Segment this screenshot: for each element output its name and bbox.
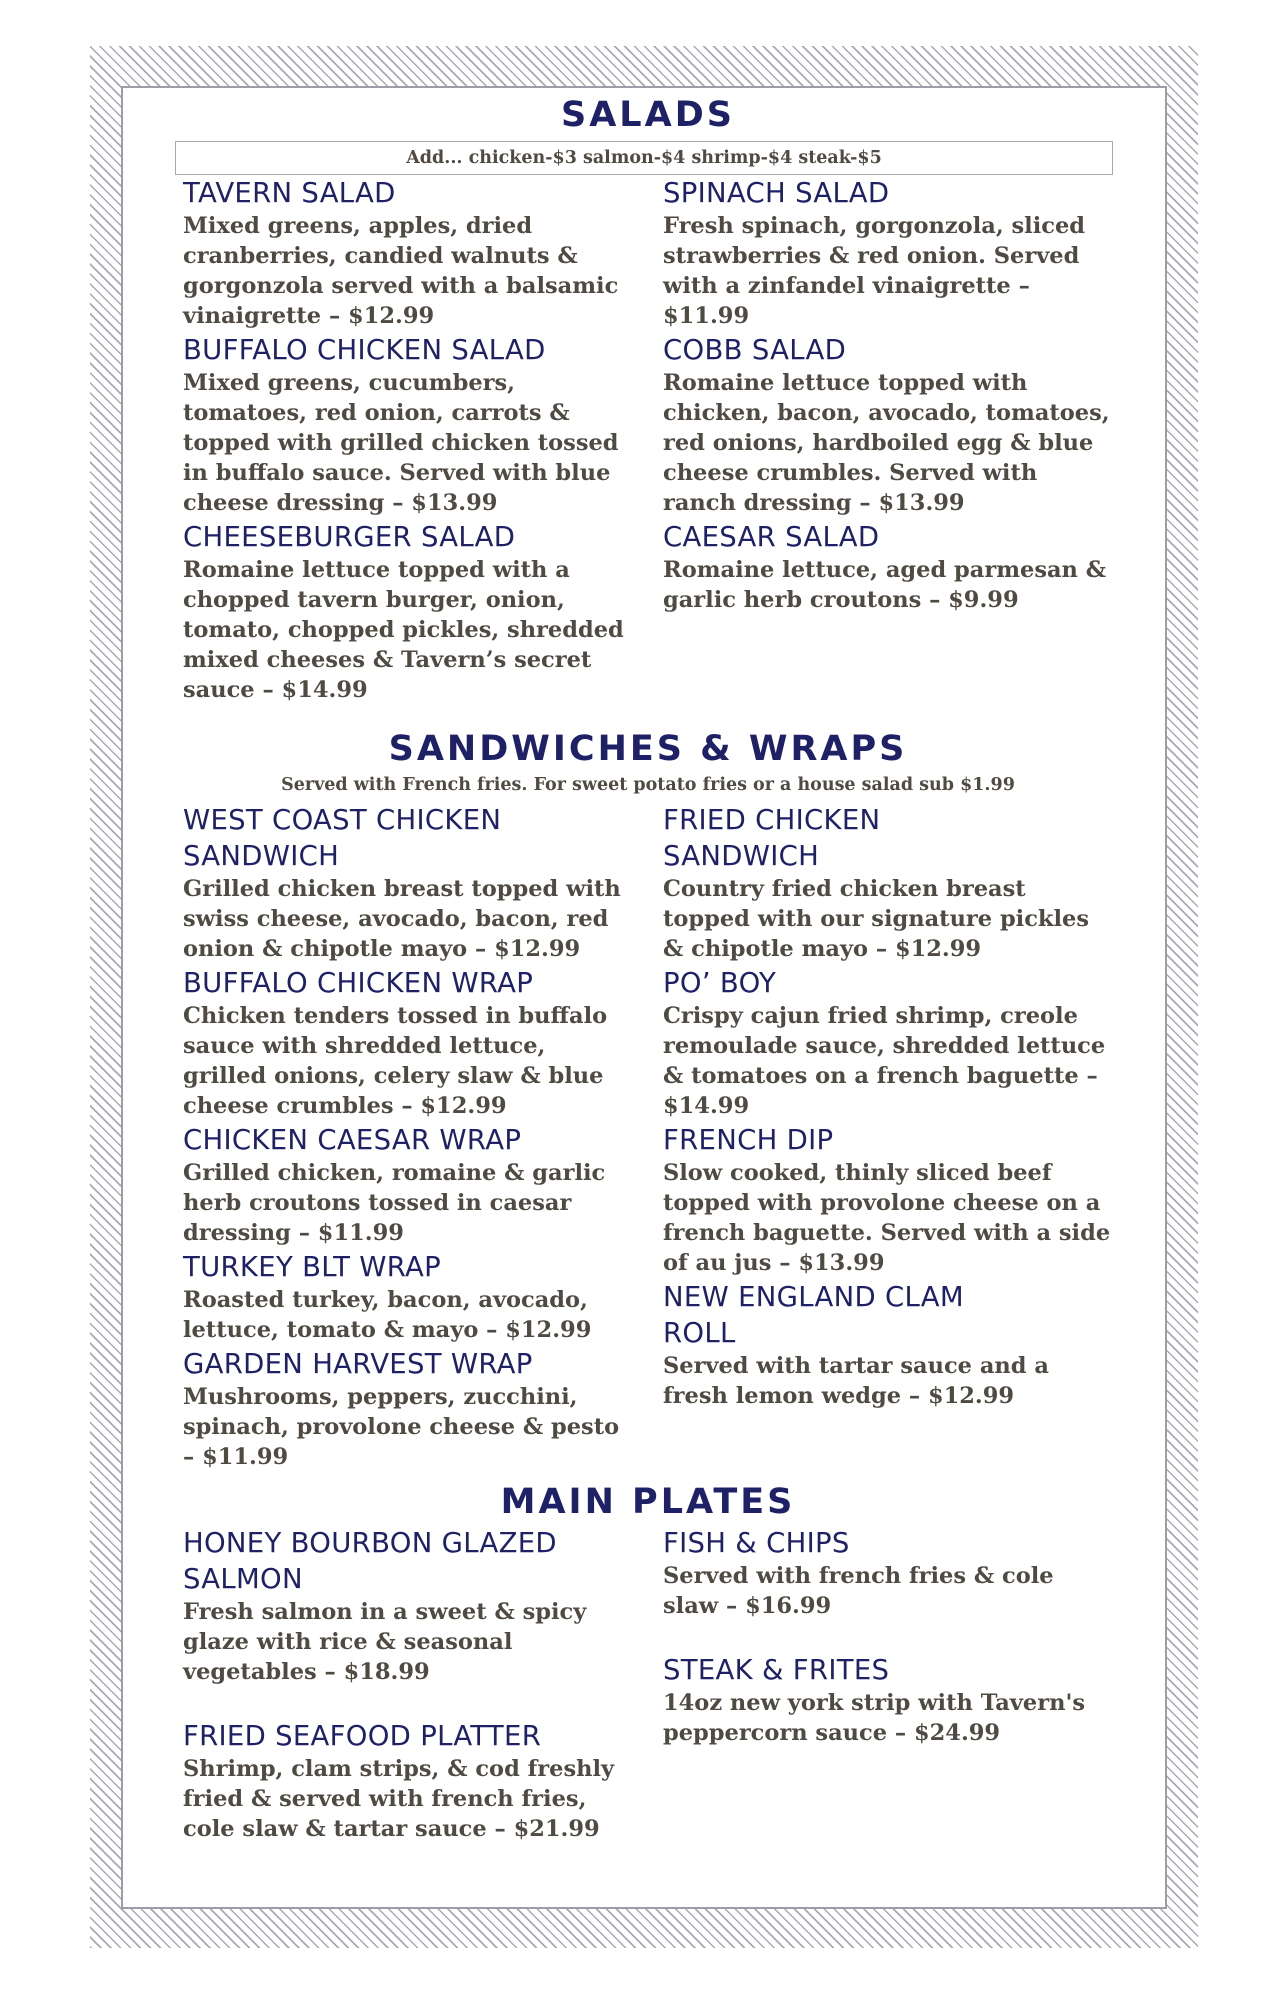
item-description: Country fried chicken breast topped with our signature pickles & chipotle mayo – $12.99 — [663, 876, 1090, 962]
item-description: Romaine lettuce topped with a chopped tavern burger, onion, tomato, chopped pickles, shredded mixed cheeses & Tavern’s secret sauce – $14.99 — [183, 557, 624, 703]
sandwiches-left-column — [183, 802, 633, 1473]
menu-item — [663, 1279, 1113, 1411]
menu-item — [663, 519, 1113, 615]
sandwiches-right-column — [663, 802, 1113, 1473]
menu-item — [183, 1525, 633, 1687]
item-name: TURKEY BLT WRAP — [183, 1251, 442, 1283]
item-description: Grilled chicken breast topped with swiss cheese, avocado, bacon, red onion & chipotle mayo – $12.99 — [183, 876, 621, 962]
item-name: FRIED CHICKEN SANDWICH — [663, 804, 881, 872]
item-name: SPINACH SALAD — [663, 177, 890, 209]
item-description: Roasted turkey, bacon, avocado, lettuce, tomato & mayo – $12.99 — [183, 1287, 592, 1343]
main-plates-section — [183, 1479, 1113, 1845]
menu-item — [663, 802, 1113, 964]
item-description: Romaine lettuce topped with chicken, bacon, avocado, tomatoes, red onions, hardboiled egg & blue cheese crumbles. Served with ranch dressing – $13.99 — [663, 370, 1110, 516]
menu-content — [183, 92, 1113, 1845]
item-name: FRIED SEAFOOD PLATTER — [183, 1720, 542, 1752]
menu-item — [183, 1346, 633, 1472]
item-name: BUFFALO CHICKEN WRAP — [183, 967, 534, 999]
menu-item — [663, 1525, 1113, 1621]
menu-item — [663, 1122, 1113, 1278]
item-name: NEW ENGLAND CLAM ROLL — [663, 1281, 964, 1349]
salads-left-column — [183, 175, 633, 706]
sandwiches-section — [183, 726, 1113, 1473]
item-description: 14oz new york strip with Tavern's peppercorn sauce – $24.99 — [663, 1690, 1086, 1746]
main-plates-title: MAIN PLATES — [500, 1482, 796, 1522]
menu-item — [183, 1249, 633, 1345]
main-plates-left-column — [183, 1525, 633, 1845]
item-name: CHEESEBURGER SALAD — [183, 521, 516, 553]
main-plates-right-column — [663, 1525, 1113, 1845]
item-name: STEAK & FRITES — [663, 1654, 890, 1686]
item-description: Crispy cajun fried shrimp, creole remoulade sauce, shredded lettuce & tomatoes on a french baguette – $14.99 — [663, 1003, 1106, 1119]
salads-title: SALADS — [561, 95, 735, 135]
item-description: Shrimp, clam strips, & cod freshly fried & served with french fries, cole slaw & tartar sauce – $21.99 — [183, 1756, 615, 1842]
item-description: Mushrooms, peppers, zucchini, spinach, provolone cheese & pesto – $11.99 — [183, 1384, 620, 1470]
menu-item — [183, 332, 633, 518]
item-description: Served with french fries & cole slaw – $16.99 — [663, 1563, 1054, 1619]
item-description: Mixed greens, apples, dried cranberries, candied walnuts & gorgonzola served with a balsamic vinaigrette – $12.99 — [183, 213, 619, 329]
item-name: FISH & CHIPS — [663, 1527, 850, 1559]
menu-item — [663, 332, 1113, 518]
sandwiches-title: SANDWICHES & WRAPS — [388, 729, 908, 769]
item-name: GARDEN HARVEST WRAP — [183, 1348, 533, 1380]
sandwiches-columns — [183, 802, 1113, 1473]
item-name: COBB SALAD — [663, 334, 847, 366]
sandwiches-note: Served with French fries. For sweet potato fries or a house salad sub $1.99 — [281, 775, 1015, 795]
main-plates-columns — [183, 1525, 1113, 1845]
salad-addons-box — [175, 141, 1113, 175]
menu-item — [663, 175, 1113, 331]
salad-addons-text: Add... chicken-$3 salmon-$4 shrimp-$4 steak-$5 — [406, 148, 882, 168]
item-name: CHICKEN CAESAR WRAP — [183, 1124, 522, 1156]
item-name: WEST COAST CHICKEN SANDWICH — [183, 804, 502, 872]
menu-item — [183, 802, 633, 964]
menu-item — [183, 1718, 633, 1844]
item-description: Romaine lettuce, aged parmesan & garlic herb croutons – $9.99 — [663, 557, 1107, 613]
item-name: BUFFALO CHICKEN SALAD — [183, 334, 546, 366]
item-description: Fresh salmon in a sweet & spicy glaze with rice & seasonal vegetables – $18.99 — [183, 1599, 587, 1685]
item-name: TAVERN SALAD — [183, 177, 396, 209]
item-description: Slow cooked, thinly sliced beef topped with provolone cheese on a french baguette. Served with a side of au jus – $13.99 — [663, 1160, 1111, 1276]
menu-item — [663, 1652, 1113, 1748]
item-description: Grilled chicken, romaine & garlic herb croutons tossed in caesar dressing – $11.99 — [183, 1160, 606, 1246]
item-description: Chicken tenders tossed in buffalo sauce with shredded lettuce, grilled onions, celery slaw & blue cheese crumbles – $12.99 — [183, 1003, 608, 1119]
item-name: CAESAR SALAD — [663, 521, 880, 553]
item-name: FRENCH DIP — [663, 1124, 834, 1156]
menu-item — [663, 965, 1113, 1121]
menu-item — [183, 965, 633, 1121]
salads-right-column — [663, 175, 1113, 706]
item-name: PO’ BOY — [663, 967, 777, 999]
menu-item — [183, 1122, 633, 1248]
salads-columns — [183, 175, 1113, 706]
salads-section — [183, 92, 1113, 706]
item-description: Served with tartar sauce and a fresh lemon wedge – $12.99 — [663, 1353, 1049, 1409]
item-description: Mixed greens, cucumbers, tomatoes, red onion, carrots & topped with grilled chicken tossed in buffalo sauce. Served with blue cheese dressing – $13.99 — [183, 370, 619, 516]
menu-item — [183, 519, 633, 705]
item-description: Fresh spinach, gorgonzola, sliced strawberries & red onion. Served with a zinfandel vinaigrette – $11.99 — [663, 213, 1085, 329]
menu-item — [183, 175, 633, 331]
item-name: HONEY BOURBON GLAZED SALMON — [183, 1527, 557, 1595]
